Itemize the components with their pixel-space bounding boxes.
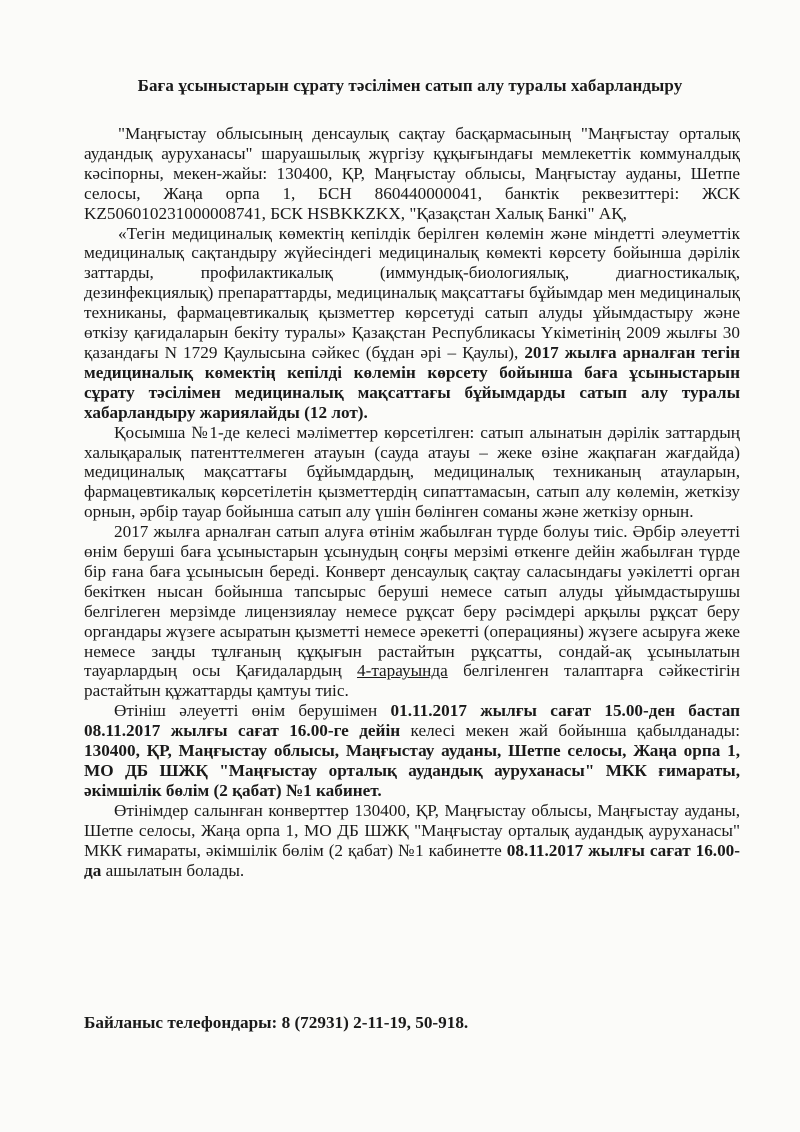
submission-period: 01.11.2017 жылғы сағат 15.00-ден бастап 08.11.2017 жылғы сағат 16.00-ге дейін [84,701,741,741]
paragraph-organization: "Маңғыстау облысының денсаулық сақтау басқармасының "Маңғыстау орталық аудандық ауруханасы" шаруашылық жүргізу құқығындағы мемлекеттік коммуналдық кәсіпорны, мекен-жайы: 130400, ҚР, Маңғыстау облысы, Маңғыстау ауданы, Шетпе селосы, Жаңа орпа 1, БСН 860440000041, банктік реквезиттері: ЖСК KZ506010231000008741, БСК HSBKKZKX, "Қазақстан Халық Банкі" АҚ, [84,124,740,223]
opening-datetime: 08.11.2017 жылғы сағат 16.00-да [84,840,740,880]
paragraph-opening [84,801,740,881]
paragraph-announcement [84,224,740,423]
paragraph-submission [84,701,740,801]
announcement-basis-text: «Тегін медициналық көмектің кепілдік берілген көлемін және міндетті әлеуметтік медициналық сақтандыру жүйесіндегі медициналық көмекті көрсету бойынша дәрілік заттарды, профилактикалық (иммундық-биологиялық, диагностикалық, дезинфекциялық) препараттарды, медициналық мақсаттағы бұйымдар мен медициналық техниканы, фармацевтикалық қызметтер көрсетуді сатып алуды ұйымдастыру және өткізу қағидаларын бекіту туралы» Қазақстан Республикасы Үкіметінің 2009 жылғы 30 қазандағы N 1729 Қаулысына сәйкес (бұдан әрі – Қаулы), [84,223,740,362]
submission-address: 130400, ҚР, Маңғыстау облысы, Маңғыстау ауданы, Шетпе селосы, Жаңа орпа 1, МО ДБ ШЖҚ "Маңғыстау орталық аудандық ауруханасы" МКК ғимараты, әкімшілік бөлім (2 қабат) №1 кабинет. [84,741,740,800]
announcement-bold-text: 2017 жылға арналған тегін медициналық көмектің кепілді көлемін көрсету бойынша баға ұсыныстарын сұрату тәсілімен медициналық мақсаттағы бұйымдарды сатып алу туралы хабарландыру жариялайды (12 лот). [84,342,741,422]
paragraph-appendix: Қосымша №1-де келесі мәліметтер көрсетілген: сатып алынатын дәрілік заттардың халықаралық патенттелмеген атауын (сауда атауы – жеке өзіне жақпаған жағдайда) медициналық мақсаттағы бұйымдардың, медициналық техниканың атауларын, фармацевтикалық көрсетілетін қызметтердің сипаттамасын, сатып алу көлемін, жеткізу орнын, әрбір тауар бойынша сатып алу үшін бөлінген соманы және жеткізу орнын. [84,422,740,522]
chapter-reference: 4-тарауында [357,661,448,681]
contact-phones: Байланыс телефондары: 8 (72931) 2-11-19, 50-918. [84,1013,469,1032]
opening-end: ашылатын болады. [105,860,245,880]
requirements-text: 2017 жылға арналған сатып алуға өтінім жабылған түрде болуы тиіс. Әрбір әлеуетті өнім беруші баға ұсыныстарын ұсынудың соңғы мерзімі өткенге дейін жабылған түрде бір ғана баға ұсынысын береді. Конверт денсаулық сақтау саласындағы уәкілетті орган бекіткен нысан бойынша тапсырыс беруші немесе сатып алуды ұйымдастырушы белгілеген мерзімде лицензиялау немесе рұқсат беру рәсімдері арқылы рұқсат беру органдары жүзеге асыратын қызметті немесе әрекетті (операцияны) жүзеге асыруға жеке немесе заңды тұлғаның құқығын растайтын рұқсатты, сондай-ақ ұсынылатын тауарлардың осы Қағидалардың [84,522,740,681]
paragraph-requirements [84,522,740,701]
requirements-end-text: белгіленген талаптарға сәйкестігін растайтын құжаттарды қамтуы тиіс. [84,661,741,701]
submission-mid: келесі мекен жай бойынша қабылданады: [410,721,740,741]
document-body [84,124,740,880]
submission-intro: Өтініш әлеуетті өнім берушімен [114,701,378,721]
opening-text: Өтінімдер салынған конверттер 130400, ҚР, Маңғыстау облысы, Маңғыстау ауданы, Шетпе селосы, Жаңа орпа 1, МО ДБ ШЖҚ "Маңғыстау орталық аудандық ауруханасы" МКК ғимараты, әкімшілік бөлім (2 қабат) №1 кабинетте [84,800,740,860]
document-title: Баға ұсыныстарын сұрату тәсілімен сатып алу туралы хабарландыру [137,76,683,95]
